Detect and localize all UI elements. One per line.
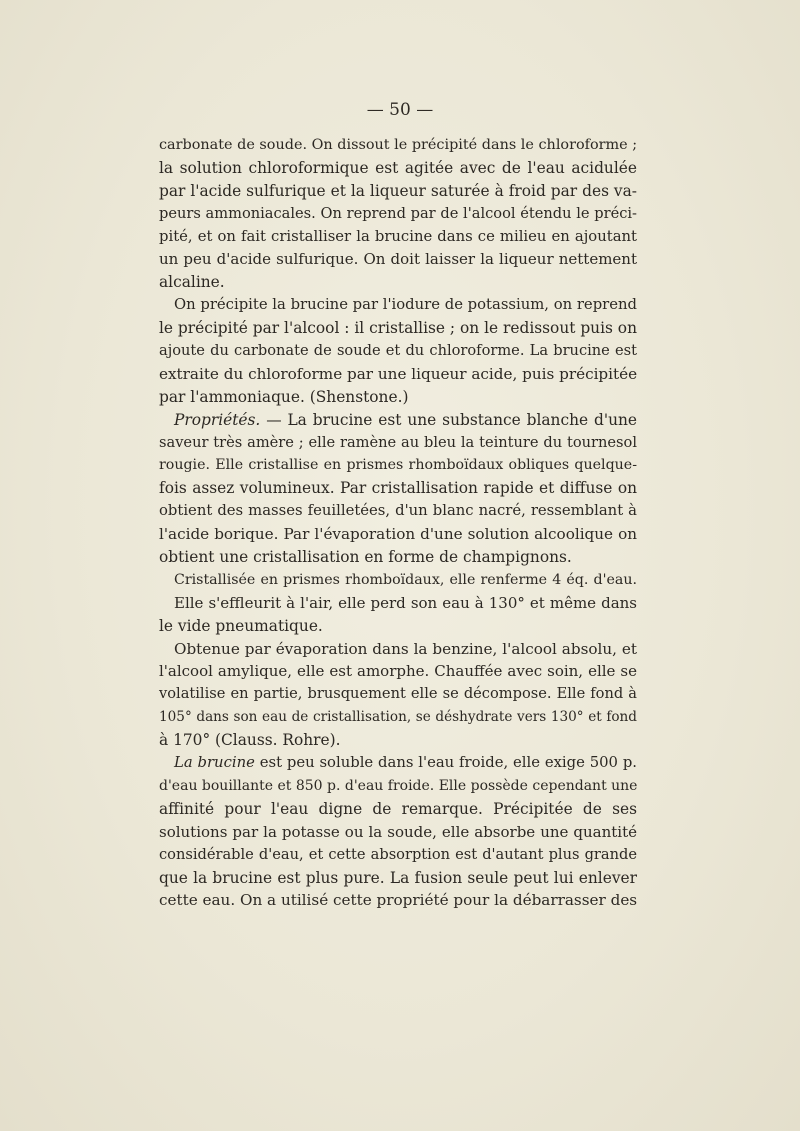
- text-line: [159, 157, 637, 180]
- line-text: volatilise en partie, brusquement elle se décompose. Elle fond à: [159, 685, 637, 703]
- text-line: [159, 203, 637, 226]
- body-text: [159, 134, 637, 912]
- line-text: Cristallisée en prismes rhomboïdaux, elle renferme 4 éq. d'eau.: [174, 571, 637, 588]
- text-line: [159, 477, 637, 500]
- text-line: [159, 409, 637, 432]
- line-text: solutions par la potasse ou la soude, elle absorbe une quantité: [159, 822, 637, 841]
- text-line: [159, 660, 637, 683]
- line-text: affinité pour l'eau digne de remarque. Précipitée de ses: [159, 799, 637, 818]
- line-text: rougie. Elle cristallise en prismes rhomboïdaux obliques quelque-: [159, 457, 637, 474]
- italic-lead: La brucine: [174, 754, 255, 772]
- text-line: [159, 432, 637, 455]
- line-text: obtient des masses feuilletées, d'un blanc nacré, ressemblant à: [159, 502, 637, 520]
- line-text: Obtenue par évaporation dans la benzine, l'alcool absolu, et: [174, 639, 637, 658]
- line-text: par l'acide sulfurique et la liqueur saturée à froid par des va-: [159, 181, 637, 200]
- line-text: est peu soluble dans l'eau froide, elle exige 500 p.: [254, 754, 637, 772]
- line-text: fois assez volumineux. Par cristallisation rapide et diffuse on: [159, 479, 637, 498]
- text-line: [159, 729, 637, 752]
- text-line: [159, 180, 637, 203]
- text-line: [159, 638, 637, 661]
- text-line: [159, 546, 637, 569]
- line-text: un peu d'acide sulfurique. On doit laisser la liqueur nettement: [159, 250, 637, 269]
- line-text: pité, et on fait cristalliser la brucine dans ce milieu en ajoutant: [159, 227, 637, 245]
- text-line: [159, 523, 637, 546]
- line-text: par l'ammoniaque. (Shenstone.): [159, 387, 409, 406]
- line-text: l'acide borique. Par l'évaporation d'une solution alcoolique on: [159, 525, 637, 544]
- line-text: la solution chloroformique est agitée avec de l'eau acidulée: [159, 158, 637, 177]
- text-line: [159, 386, 637, 409]
- text-line: [159, 271, 637, 294]
- text-line: [159, 844, 637, 867]
- page-number: — 50 —: [366, 100, 434, 120]
- line-text: le précipité par l'alcool : il cristallise ; on le redissout puis on: [159, 319, 637, 338]
- text-line: [159, 706, 637, 729]
- line-text: Elle s'effleurit à l'air, elle perd son eau à 130° et même dans: [174, 593, 637, 612]
- line-text: 105° dans son eau de cristallisation, se déshydrate vers 130° et fond: [159, 709, 637, 726]
- text-line: [159, 134, 637, 157]
- text-line: [159, 248, 637, 271]
- text-line: [159, 454, 637, 477]
- text-line: [159, 775, 637, 798]
- italic-lead: Propriétés.: [174, 410, 261, 429]
- text-line: [159, 798, 637, 821]
- text-line: [159, 889, 637, 912]
- line-text: le vide pneumatique.: [159, 616, 323, 635]
- line-text: carbonate de soude. On dissout le précipité dans le chloroforme ;: [159, 137, 638, 153]
- text-line: [159, 615, 637, 638]
- line-text: extraite du chloroforme par une liqueur acide, puis précipitée: [159, 364, 638, 383]
- line-text: peurs ammoniacales. On reprend par de l'alcool étendu le préci-: [159, 204, 637, 222]
- text-line: [159, 752, 637, 775]
- text-line: [159, 867, 637, 890]
- text-line: [159, 592, 637, 615]
- line-text: à 170° (Clauss. Rohre).: [159, 731, 341, 750]
- text-line: [159, 294, 637, 317]
- text-line: [159, 821, 637, 844]
- text-line: [159, 500, 637, 523]
- line-text: cette eau. On a utilisé cette propriété pour la débarrasser des: [159, 891, 638, 910]
- line-text: saveur très amère ; elle ramène au bleu la teinture du tournesol: [159, 433, 637, 451]
- line-text: d'eau bouillante et 850 p. d'eau froide. Elle possède cependant une: [159, 777, 638, 794]
- line-text: ajoute du carbonate de soude et du chloroforme. La brucine est: [159, 342, 637, 360]
- line-text: — La brucine est une substance blanche d'une: [260, 410, 637, 429]
- line-text: considérable d'eau, et cette absorption est d'autant plus grande: [159, 845, 637, 863]
- line-text: On précipite la brucine par l'iodure de potassium, on reprend: [174, 296, 637, 314]
- line-text: alcaline.: [159, 273, 225, 292]
- text-line: [159, 569, 637, 592]
- text-line: [159, 363, 637, 386]
- text-line: [159, 317, 637, 340]
- line-text: que la brucine est plus pure. La fusion seule peut lui enlever: [159, 868, 637, 887]
- text-line: [159, 683, 637, 706]
- line-text: l'alcool amylique, elle est amorphe. Chauffée avec soin, elle se: [159, 662, 637, 681]
- text-line: [159, 226, 637, 249]
- text-line: [159, 340, 637, 363]
- line-text: obtient une cristallisation en forme de champignons.: [159, 548, 572, 567]
